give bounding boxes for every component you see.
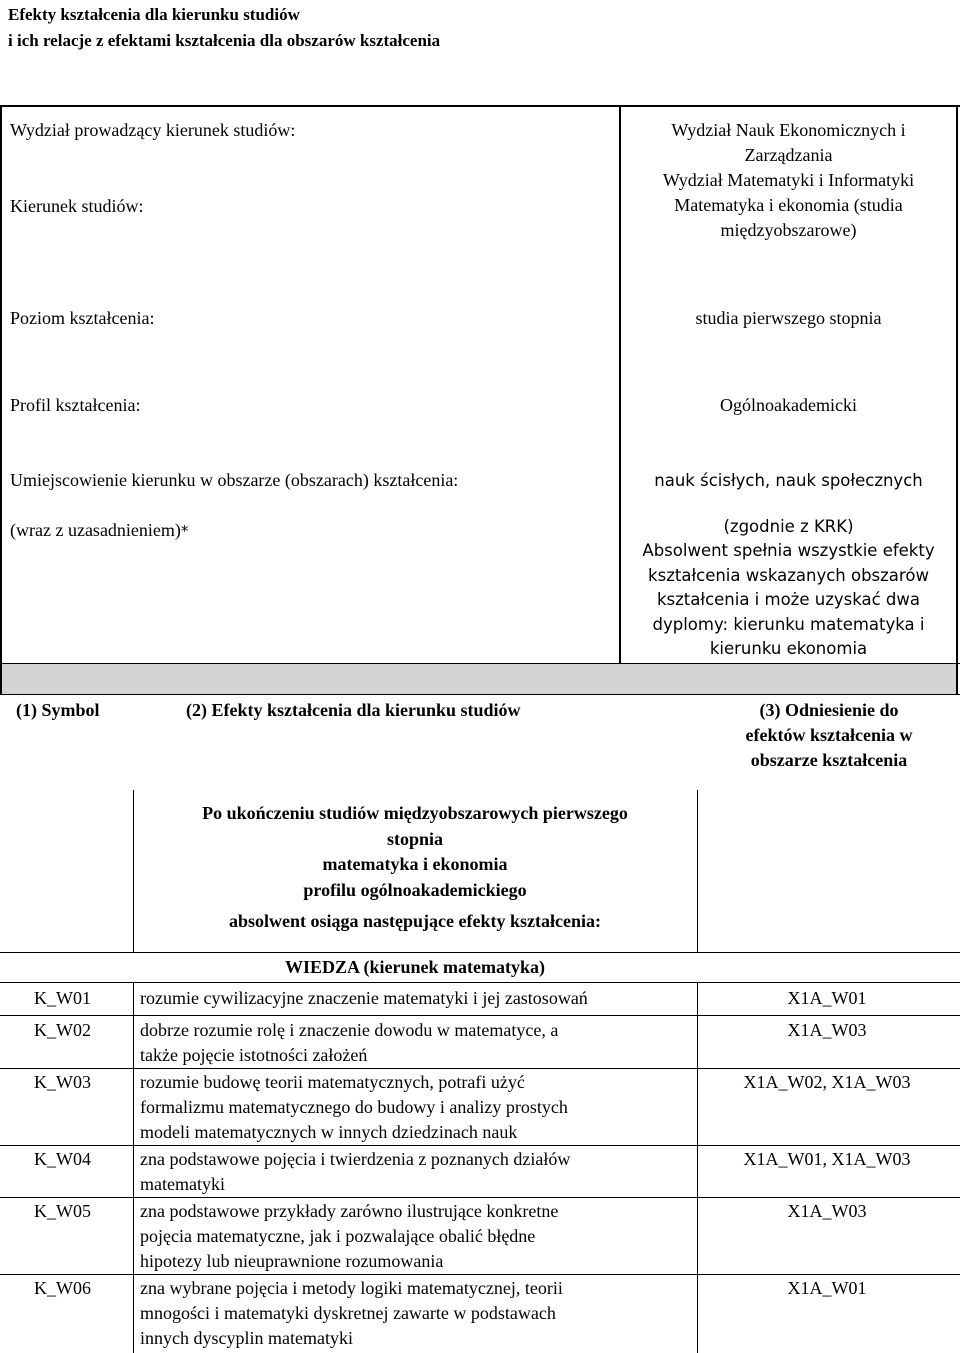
row-reference: X1A_W01 [787,1278,867,1298]
footnote-star: * [180,522,189,540]
row-description-line: rozumie budowę teorii matematycznych, potrafi użyć [140,1072,525,1092]
row-description-line: zna wybrane pojęcia i metody logiki matematycznej, teorii [140,1278,563,1298]
profil-label: Profil kształcenia: [10,395,141,415]
row-divider [0,1068,960,1069]
row-symbol: K_W03 [34,1072,91,1092]
row-symbol: K_W05 [34,1201,91,1221]
row-divider [0,1274,960,1275]
umiejscowienie-label: Umiejscowienie kierunku w obszarze (obszarach) kształcenia: [10,470,459,490]
row-description-line: zna podstawowe przykłady zarówno ilustrujące konkretne [140,1201,559,1221]
intro-right-border [697,790,698,952]
intro-line-3: matematyka i ekonomia [322,854,508,874]
row-divider [0,1015,960,1016]
kierunek-label: Kierunek studiów: [10,196,144,216]
row-reference: X1A_W03 [787,1020,867,1040]
section-heading: WIEDZA (kierunek matematyka) [285,957,545,977]
info-top-border [0,105,960,107]
row-description-line: mnogości i matematyki dyskretnej zawarte w podstawach [140,1303,556,1323]
row-description-line: dobrze rozumie rolę i znaczenie dowodu w matematyce, a [140,1020,559,1040]
row-description-line: innych dyscyplin matematyki [140,1328,353,1348]
info-band-bottom [0,694,960,695]
col-odniesienie-line-3: obszarze kształcenia [750,750,908,770]
row-description-line: zna podstawowe pojęcia i twierdzenia z poznanych działów [140,1149,571,1169]
intro-line-2: stopnia [386,828,444,849]
row-reference: X1A_W01 [787,988,867,1008]
row-reference: X1A_W02, X1A_W03 [743,1072,911,1092]
row-description [140,1276,563,1351]
intro-text [133,801,697,935]
intro-line-5: absolwent osiąga następujące efekty kształcenia: [229,911,601,931]
wydzial-value-1: Wydział Nauk Ekonomicznych i [671,120,906,140]
uzasadnienie-value-4: kształcenia i może uzyskać dwa [656,590,920,610]
row-description [140,1070,568,1145]
poziom-label: Poziom kształcenia: [10,308,155,328]
row-description [140,1147,570,1197]
uzasadnienie-value-5: dyplomy: kierunku matematyka i [652,614,925,634]
row-symbol: K_W01 [34,988,91,1008]
info-left-border [0,105,2,695]
row-symbol: K_W02 [34,1020,91,1040]
row-reference: X1A_W01, X1A_W03 [743,1149,911,1169]
document-title [8,2,440,54]
row-description-line: hipotezy lub nieuprawnione rozumowania [140,1251,444,1271]
info-band-top [0,663,960,664]
umiejscowienie-value: nauk ścisłych, nauk społecznych [654,471,923,490]
uzasadnienie-text: (wraz z uzasadnieniem) [10,520,181,540]
row-reference: X1A_W03 [787,1201,867,1221]
col-odniesienie-header [700,698,958,773]
col-divider-2 [697,983,698,1353]
title-line-1: Efekty kształcenia dla kierunku studiów [8,5,300,24]
row-description [140,1018,558,1068]
uzasadnienie-value-6: kierunku ekonomia [709,639,868,659]
row-divider [0,1197,960,1198]
info-right-border [956,105,958,695]
profil-value: Ogólnoakademicki [720,395,857,415]
row-description [140,1199,558,1274]
kierunek-value-1: Matematyka i ekonomia (studia [674,195,903,215]
title-line-2: i ich relacje z efektami kształcenia dla obszarów kształcenia [8,31,441,50]
uzasadnienie-label [10,518,188,544]
uzasadnienie-value-3: kształcenia wskazanych obszarów [648,565,929,585]
intro-line-4: profilu ogólnoakademickiego [303,879,527,900]
uzasadnienie-value-1: (zgodnie z KRK) [723,517,854,536]
row-symbol: K_W04 [34,1149,91,1169]
col-odniesienie-line-1: (3) Odniesienie do [759,700,899,720]
row-description-line: także pojęcie istotności założeń [140,1045,368,1065]
section-bottom-border [0,982,960,983]
row-description-line: matematyki [140,1174,225,1194]
row-description: rozumie cywilizacyjne znaczenie matematyki i jej zastosowań [140,988,588,1008]
col-efekty-header: (2) Efekty kształcenia dla kierunku studiów [186,700,521,720]
row-description-line: formalizmu matematycznego do budowy i analizy prostych [140,1097,568,1117]
col-divider-1 [133,983,134,1353]
info-gray-band [2,664,956,694]
row-description-line: pojęcia matematyczne, jak i pozwalające obalić błędne [140,1226,536,1246]
kierunek-value-2: międzyobszarowe) [720,220,857,240]
row-symbol: K_W06 [34,1278,91,1298]
uzasadnienie-value-2: Absolwent spełnia wszystkie efekty [642,541,935,561]
row-divider [0,1145,960,1146]
col-symbol-header: (1) Symbol [16,700,100,720]
wydzial-label: Wydział prowadzący kierunek studiów: [10,120,296,140]
row-description-line: modeli matematycznych w innych dziedzinach nauk [140,1122,518,1142]
wydzial-value-2: Zarządzania [744,145,833,165]
intro-bottom-border [0,952,960,953]
uzasadnienie-value [621,515,956,661]
col-odniesienie-line-2: efektów kształcenia w [745,725,913,745]
intro-line-1: Po ukończeniu studiów międzyobszarowych pierwszego [202,803,628,823]
wydzial-value-3: Wydział Matematyki i Informatyki [662,170,915,190]
wydzial-value [621,118,956,243]
poziom-value: studia pierwszego stopnia [695,308,882,328]
